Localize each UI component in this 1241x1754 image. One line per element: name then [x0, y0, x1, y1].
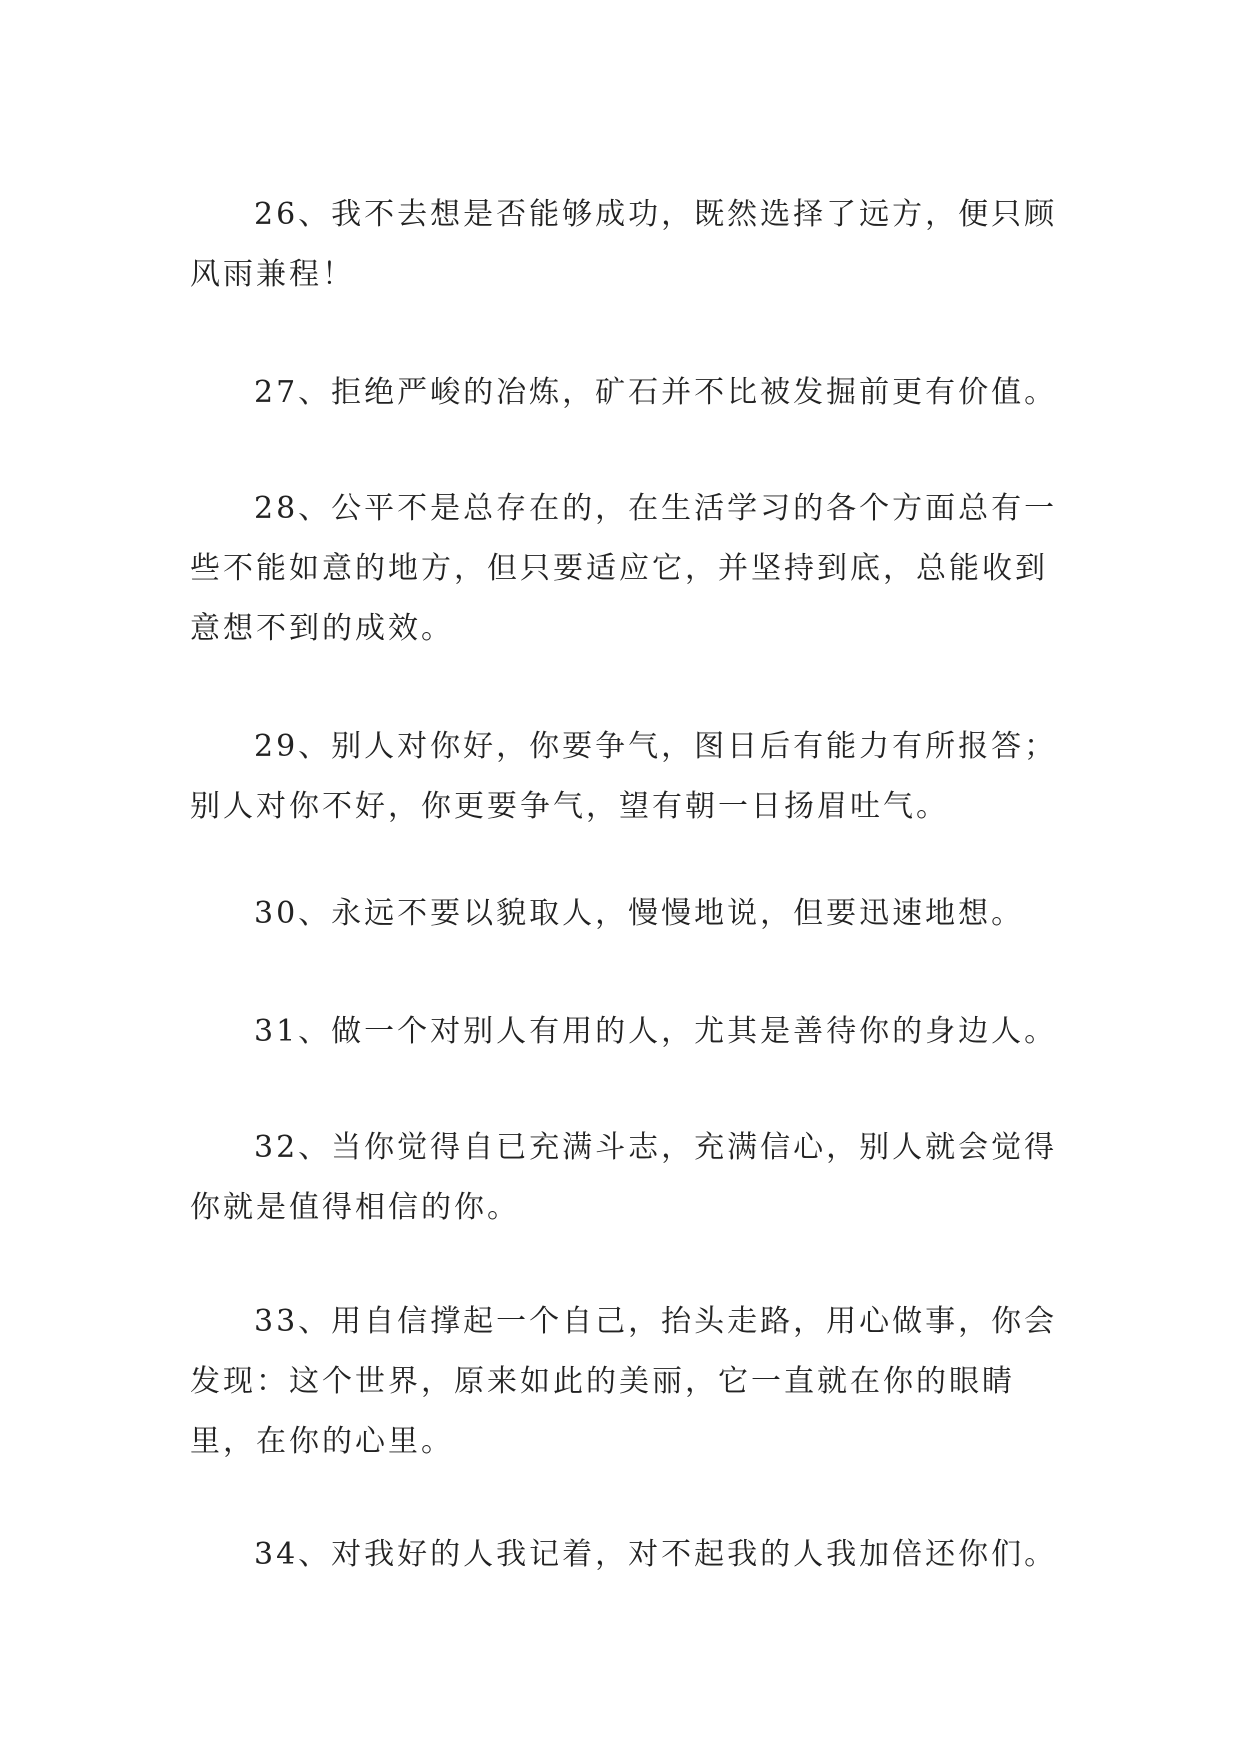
quote-32: 32、当你觉得自已充满斗志，充满信心，别人就会觉得你就是值得相信的你。 [190, 1130, 1058, 1225]
quote-26: 26、我不去想是否能够成功，既然选择了远方，便只顾风雨兼程！ [190, 197, 1058, 292]
quote-34: 34、对我好的人我记着，对不起我的人我加倍还你们。 [254, 1537, 1058, 1572]
quote-31: 31、做一个对别人有用的人，尤其是善待你的身边人。 [254, 1014, 1058, 1049]
quote-28: 28、公平不是总存在的，在生活学习的各个方面总有一些不能如意的地方，但只要适应它，并坚持到底，总能收到意想不到的成效。 [190, 491, 1058, 646]
quote-27: 27、拒绝严峻的冶炼，矿石并不比被发掘前更有价值。 [254, 375, 1058, 410]
quote-33: 33、用自信撑起一个自己，抬头走路，用心做事，你会发现：这个世界，原来如此的美丽，它一直就在你的眼睛里，在你的心里。 [190, 1304, 1058, 1459]
quote-29: 29、别人对你好，你要争气，图日后有能力有所报答；别人对你不好，你更要争气，望有朝一日扬眉吐气。 [190, 729, 1058, 824]
quote-30: 30、永远不要以貌取人，慢慢地说，但要迅速地想。 [254, 896, 1025, 931]
